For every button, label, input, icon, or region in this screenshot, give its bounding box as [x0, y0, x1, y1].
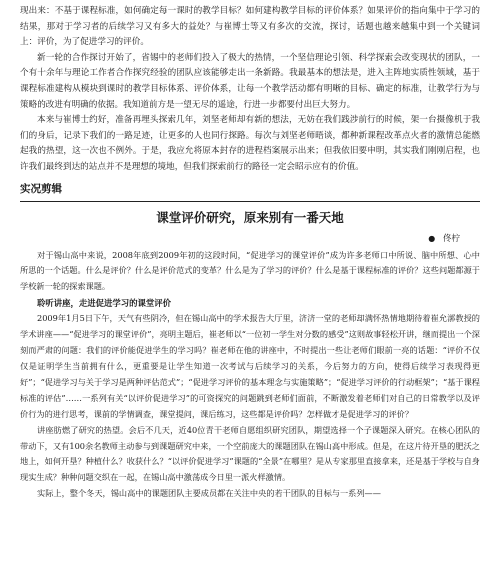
article-body-paragraph-1: 2009年1月5日下午，天气有些阴冷，但在锡山高中的学术报告大厅里，济济一堂的老师却满怀热情地期待着崔允漷教授的学术讲座——“促进学习的课堂评价”，亮明主题后，崔老师以“一位初一学生对分数的感受”这则故事轻松开讲，继而提出一个深刻而严肃的问题：我们的评价能促进学生的学习吗？崔老师在他的讲座中，不时提出一些让老师们眼前一亮的话题：“评价不仅仅是证明学生当前拥有什么，更重要是让学生知道一次考试与后续学习的关系，今后努力的方向，使得后续学习表现得更好”；“促进学习与关于学习是两种评估范式”；“促进学习评价的基本理念与实施策略”；“促进学习评价的行动框架”；“基于课程标准的评估”……一系列有关“以评价促进学习”的可资探究的问题跳到老师们面前，不断激发着老师们对自己的日常教学以及评价行为的进行思考，课前的学情调查，课堂提问，课后练习，这些都是评价吗？怎样做才是促进学习的评价？ [20, 313, 480, 419]
author-name: 佟柠 [442, 233, 460, 244]
section-title: 实况剪辑 [20, 182, 62, 195]
intro-section [20, 4, 480, 176]
intro-paragraph-2: 新一轮的合作探讨开始了，省锡中的老师们投入了极大的热情，一个坚信理论引领、科学探索会改变现状的团队，一个有十余年与理论工作者合作探究经验的团队应该能够走出一条新路。我最基本的想法是，进入主阵地实质性领域，基于课程标准建构从模块到课时的教学目标体系、评价体系，让每一个教学活动都有明晰的目标、确定的标准，让教学行为与策略的改进有明确的依据。我知道前方是一望无尽的遥途，行进一步都要付出巨大努力。 [20, 52, 480, 110]
article-lead-paragraph: 对于锡山高中来说，2008年底到2009年初的这段时间，“促进学习的课堂评价”成为许多老师口中所说、脑中所想、心中所思的一个话题。什么是评价？什么是评价范式的变革？什么是为了学习的评价？什么是基于课程标准的评价？这些问题都源于学校新一轮的探索课题。 [20, 249, 480, 292]
article-subheading: 聆听讲座，走进促进学习的课堂评价 [37, 298, 171, 309]
article [20, 208, 480, 503]
article-title: 课堂评价研究，原来别有一番天地 [156, 209, 344, 225]
intro-paragraph-3: 本来与崔博士约好，准备再埋头探索几年，刘坚老师却有新的想法，无妨在我们践涉前行的时候，架一台摄像机于我们的身后，记录下我们的一路足迹，让更多的人也同行探路。每次与刘坚老师晤谈，都种新课程改革点火者的激情总能燃起我的热望，这一次也不例外。于是，我应允将原本封存的进程档案展示出来；但我依旧要申明，其实我们刚刚启程，也许我们最终到达的站点并不是理想的境地，但我们探索前行的路径一定会昭示应有的价值。 [20, 115, 480, 172]
bullet-icon: ● [428, 233, 436, 243]
article-body-paragraph-3: 实际上，整个冬天，锡山高中的课题团队主要成员都在关注中央的若干团队的目标与一系列—— [37, 488, 381, 499]
intro-paragraph-1: 现出来：不基于课程标准，如何确定每一课时的教学目标？如何建构教学目标的评价体系？如果评价的指向集中于学习的结果，那对于学习者的后续学习又有多大的益处？与崔博士等又有多次的交流，探讨，话题也越来越集中到一个关键词上：评价，为了促进学习的评价。 [20, 6, 480, 48]
section-divider [20, 201, 480, 202]
article-body-paragraph-2: 讲座肪燃了研究的热望。会后不几天，近40位青干老师自愿组织研究团队，期望选择一个子课题深入研究。在核心团队的带动下，又有100余名教师主动参与到课题研究中来，一个空前庞大的课题团队在锡山高中形成。但是，在这片待开垦的肥沃之地上，如何开垦？种植什么？收获什么？“以评价促进学习”课题的“全景”在哪里？是从专家那里直接拿来，还是基于学校与自身现实生成？种种问题交织在一起，在锡山高中激荡成今日里一派火样激情。 [20, 424, 480, 483]
author-line [20, 232, 460, 244]
